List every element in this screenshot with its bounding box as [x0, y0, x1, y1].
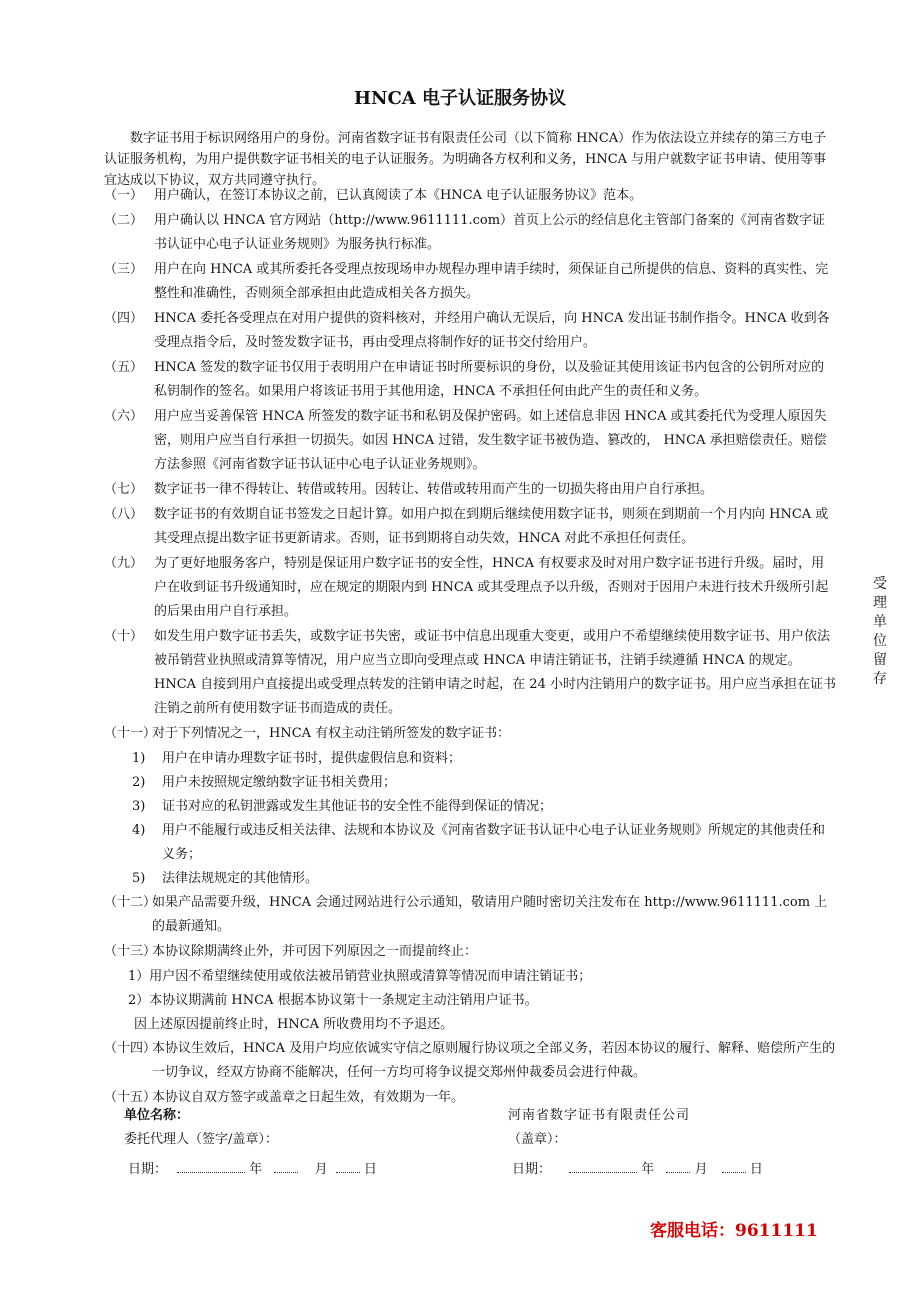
clause [104, 307, 836, 355]
clause [104, 356, 836, 404]
list-item: 2）本协议期满前 HNCA 根据本协议第十一条规定主动注销用户证书。 [128, 993, 538, 1008]
clause-number: （八） [104, 507, 144, 522]
date-blank [569, 1162, 637, 1173]
clause-text: 用户在向 HNCA 或其所委托各受理点按现场申办规程办理申请手续时，须保证自己所提供的信息、资料的真实性、完整性和准确性，否则须全部承担由此造成相关各方损失。 [154, 262, 829, 301]
list-item [104, 867, 836, 891]
clause-text: 本协议除期满终止外，并可因下列原因之一而提前终止： [152, 944, 478, 959]
clause-15 [104, 1086, 836, 1110]
side-note: 受理单位留存 [873, 576, 887, 687]
document-title: HNCA 电子认证服务协议 [353, 88, 567, 109]
clause-text: 对于下列情况之一，HNCA 有权主动注销所签发的数字证书： [152, 726, 511, 741]
clause [104, 552, 836, 624]
clauses-list [104, 184, 836, 1111]
list-item [104, 771, 836, 795]
customer-service-hotline: 客服电话：9611111 [650, 1221, 818, 1241]
clause-number: （十） [104, 629, 144, 644]
intro-paragraph: 数字证书用于标识网络用户的身份。河南省数字证书有限责任公司（以下简称 HNCA）作为依法设立并续存的第三方电子认证服务机构，为用户提供数字证书相关的电子认证服务。为明确各方权利和义务，HNCA 与用户就数字证书申请、使用等事宜达成以下协议，双方共同遵守执行。 [104, 131, 827, 188]
clause [104, 625, 836, 721]
clause-number: （十一） [104, 726, 157, 741]
clause-number: （四） [104, 311, 144, 326]
clause-number: （二） [104, 213, 144, 228]
day-label: 日 [749, 1162, 763, 1177]
right-date-line [512, 1158, 763, 1177]
clause-number: （五） [104, 360, 144, 375]
month-label: 月 [314, 1162, 328, 1177]
clause-12 [104, 891, 836, 939]
list-item [104, 795, 836, 819]
clause [104, 209, 836, 257]
clause-text: 本协议自双方签字或盖章之日起生效，有效期为一年。 [152, 1090, 465, 1105]
clause-number: （十二） [104, 895, 157, 910]
clause-number: （十三） [104, 944, 157, 959]
clause-text: 为了更好地服务客户，特别是保证用户数字证书的安全性，HNCA 有权要求及时对用户数字证书进行升级。届时，用户在收到证书升级通知时，应在规定的期限内到 HNCA 或其受理点予以升级，否则对于因用户未进行技术升级所引起的后果由用户自行承担。 [154, 556, 829, 619]
year-label: 年 [249, 1162, 263, 1177]
date-blank [666, 1162, 690, 1173]
clause [104, 503, 836, 551]
clause [104, 478, 836, 502]
clause-text: HNCA 签发的数字证书仅用于表明用户在申请证书时所要标识的身份，以及验证其使用该证书内包含的公钥所对应的私钥制作的签名。如果用户将该证书用于其他用途，HNCA 不承担任何由此产生的责任和义务。 [154, 360, 825, 399]
clause-number: （一） [104, 188, 144, 203]
item-number: 5) [132, 871, 146, 886]
date-blank [336, 1162, 360, 1173]
date-label: 日期： [128, 1162, 168, 1177]
item-text: 用户不能履行或违反相关法律、法规和本协议及《河南省数字证书认证中心电子认证业务规则》所规定的其他责任和义务； [162, 823, 826, 862]
clause-text: 如果产品需要升级，HNCA 会通过网站进行公示通知，敬请用户随时密切关注发布在 http://www.9611111.com 上的最新通知。 [152, 895, 828, 934]
clause-text: 如发生用户数字证书丢失，或数字证书失密，或证书中信息出现重大变更，或用户不希望继续使用数字证书、用户依法被吊销营业执照或清算等情况，用户应当立即向受理点或 HNCA 申请注销证书，注销手续遵循 HNCA 的规定。HNCA 自接到用户直接提出或受理点转发的注销申请之时起，在 24 小时内注销用户的数字证书。用户应当承担在证书注销之前所有使用数字证书而造成的责任。 [154, 629, 836, 716]
clause-11 [104, 722, 836, 746]
item-number: 1) [132, 751, 146, 766]
clause-text: 数字证书一律不得转让、转借或转用。因转让、转借或转用而产生的一切损失将由用户自行承担。 [154, 482, 714, 497]
clause-number: （六） [104, 409, 144, 424]
clause-number: （三） [104, 262, 144, 277]
clause-text: 用户确认，在签订本协议之前，已认真阅读了本《HNCA 电子认证服务协议》范本。 [154, 188, 643, 203]
clause-14 [104, 1037, 836, 1085]
item-number: 3) [132, 799, 146, 814]
clause-note: 因上述原因提前终止时，HNCA 所收费用均不予退还。 [134, 1017, 454, 1032]
item-text: 法律法规规定的其他情形。 [162, 871, 319, 886]
date-blank [274, 1162, 298, 1173]
clause-text: 数字证书的有效期自证书签发之日起计算。如用户拟在到期后继续使用数字证书，则须在到期前一个月内向 HNCA 或其受理点提出数字证书更新请求。否则，证书到期将自动失效，HNCA 对此不承担任何责任。 [154, 507, 829, 546]
list-item [104, 747, 836, 771]
clause-text: 用户应当妥善保管 HNCA 所签发的数字证书和私钥及保护密码。如上述信息非因 HNCA 或其委托代为受理人原因失密，则用户应当自行承担一切损失。如因 HNCA 过错，发生数字证书被伪造、篡改的， HNCA 承担赔偿责任。赔偿方法参照《河南省数字证书认证中心电子认证业务规则》。 [154, 409, 827, 472]
day-label: 日 [363, 1162, 377, 1177]
item-text: 证书对应的私钥泄露或发生其他证书的安全性不能得到保证的情况； [162, 799, 553, 814]
clause-13 [104, 940, 836, 964]
clause [104, 184, 836, 208]
clause-number: （七） [104, 482, 144, 497]
date-label: 日期： [512, 1162, 552, 1177]
clause-text: HNCA 委托各受理点在对用户提供的资料核对，并经用户确认无误后，向 HNCA 发出证书制作指令。HNCA 收到各受理点指令后，及时签发数字证书，再由受理点将制作好的证书交付给用户。 [154, 311, 830, 350]
item-number: 2) [132, 775, 146, 790]
clause-number: （九） [104, 556, 144, 571]
year-label: 年 [641, 1162, 655, 1177]
item-text: 用户未按照规定缴纳数字证书相关费用； [162, 775, 397, 790]
clause-text: 本协议生效后，HNCA 及用户均应依诚实守信之原则履行协议项之全部义务，若因本协议的履行、解释、赔偿所产生的一切争议，经双方协商不能解决，任何一方均可将争议提交郑州仲裁委员会进行仲裁。 [152, 1041, 836, 1080]
list-item: 1）用户因不希望继续使用或依法被吊销营业执照或清算等情况而申请注销证书； [128, 969, 592, 984]
seal-label: （盖章）： [508, 1132, 567, 1147]
clause-number: （十五） [104, 1090, 157, 1105]
list-item [104, 819, 836, 867]
date-blank [177, 1162, 245, 1173]
clause [104, 405, 836, 477]
month-label: 月 [694, 1162, 708, 1177]
unit-name-label: 单位名称： [124, 1108, 190, 1123]
company-name: 河南省数字证书有限责任公司 [508, 1108, 691, 1123]
clause-number: （十四） [104, 1041, 157, 1056]
item-text: 用户在申请办理数字证书时，提供虚假信息和资料； [162, 751, 462, 766]
item-number: 4) [132, 823, 146, 838]
clause-text: 用户确认以 HNCA 官方网站（http://www.9611111.com）首页上公示的经信息化主管部门备案的《河南省数字证书认证中心电子认证业务规则》为服务执行标准。 [154, 213, 826, 252]
date-blank [722, 1162, 746, 1173]
clause [104, 258, 836, 306]
left-date-line [128, 1158, 377, 1177]
agent-signature-label: 委托代理人（签字/盖章）： [124, 1132, 278, 1147]
